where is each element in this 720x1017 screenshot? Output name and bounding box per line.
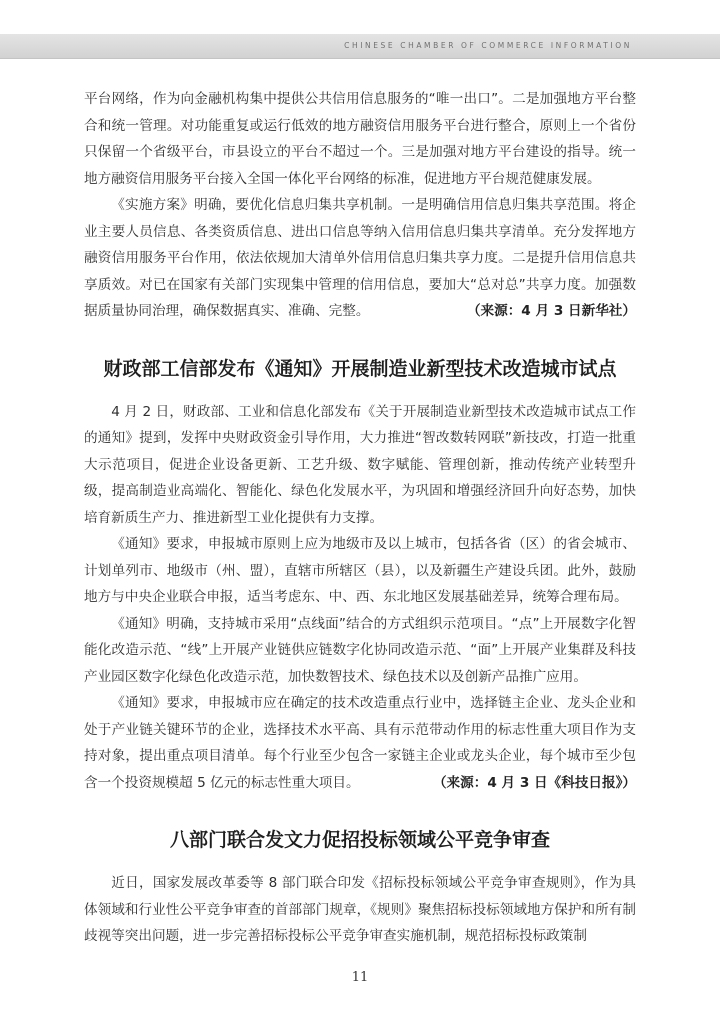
- article-1-paragraph-4: [84, 690, 636, 796]
- intro-paragraph-1: 平台网络，作为向金融机构集中提供公共信用信息服务的“唯一出口”。二是加强地方平台整合和统一管理。对功能重复或运行低效的地方融资信用服务平台进行整合，原则上一个省份只保留一个省级平台，市县设立的平台不超过一个。三是加强对地方平台建设的指导。统一地方融资信用服务平台接入全国一体化平台网络的标准，促进地方平台规范健康发展。: [84, 91, 636, 187]
- intro-source: （来源：4 月 3 日新华社）: [466, 303, 636, 319]
- article-1-title: 财政部工信部发布《通知》开展制造业新型技术改造城市试点: [103, 357, 617, 380]
- article-1-paragraph-1: 4 月 2 日，财政部、工业和信息化部发布《关于开展制造业新型技术改造城市试点工作的通知》提到，发挥中央财政资金引导作用，大力推进“智改数转网联”新技改，打造一批重大示范项目，促进企业设备更新、工艺升级、数字赋能、管理创新，推动传统产业转型升级，提高制造业高端化、智能化、绿色化发展水平，为巩固和增强经济回升向好态势，加快培育新质生产力、推进新型工业化提供有力支撑。: [84, 403, 636, 526]
- article-1-source: （来源：4 月 3 日《科技日报》）: [432, 774, 636, 791]
- article-2-title: 八部门联合发文力促招投标领域公平竞争审查: [169, 829, 550, 851]
- page-content: [84, 86, 636, 950]
- intro-paragraph-2: [84, 192, 636, 325]
- article-1-paragraph-3: 《通知》明确，支持城市采用“点线面”结合的方式组织示范项目。“点”上开展数字化智能化改造示范、“线”上开展产业链供应链数字化协同改造示范、“面”上开展产业集群及科技产业园区数字化绿色化改造示范，加快数智技术、绿色技术以及创新产品推广应用。: [84, 615, 636, 685]
- page-number: 11: [351, 970, 369, 985]
- article-1-paragraph-4-text: 《通知》要求，申报城市应在确定的技术改造重点行业中，选择链主企业、龙头企业和处于产业链关键环节的企业，选择技术水平高、具有示范带动作用的标志性重大项目作为支持对象，提出重点项目清单。每个行业至少包含一家链主企业或龙头企业，每个城市至少包含一个投资规模超 5 亿元的标志性重大项目。: [84, 695, 636, 791]
- header-band: [0, 34, 720, 59]
- publication-name: CHINESE CHAMBER OF COMMERCE INFORMATION: [344, 41, 632, 50]
- article-1-paragraph-2: 《通知》要求，申报城市原则上应为地级市及以上城市，包括各省（区）的省会城市、计划单列市、地级市（州、盟），直辖市所辖区（县），以及新疆生产建设兵团。此外，鼓励地方与中央企业联合申报，适当考虑东、中、西、东北地区发展基础差异，统筹合理布局。: [84, 536, 636, 605]
- article-2-paragraph-1: 近日，国家发展改革委等 8 部门联合印发《招标投标领域公平竞争审查规则》，作为具体领域和行业性公平竞争审查的首部部门规章，《规则》聚焦招标投标领域地方保护和所有制歧视等突出问题，进一步完善招标投标公平竞争审查实施机制，规范招标投标政策制: [84, 875, 636, 944]
- intro-paragraph-2-text: 《实施方案》明确，要优化信息归集共享机制。一是明确信用信息归集共享范围。将企业主要人员信息、各类资质信息、进出口信息等纳入信用信息归集共享清单。充分发挥地方融资信用服务平台作用，依法依规加大清单外信用信息归集共享力度。二是提升信用信息共享质效。对已在国家有关部门实现集中管理的信用信息，要加大“总对总”共享力度。加强数据质量协同治理，确保数据真实、准确、完整。: [84, 197, 636, 319]
